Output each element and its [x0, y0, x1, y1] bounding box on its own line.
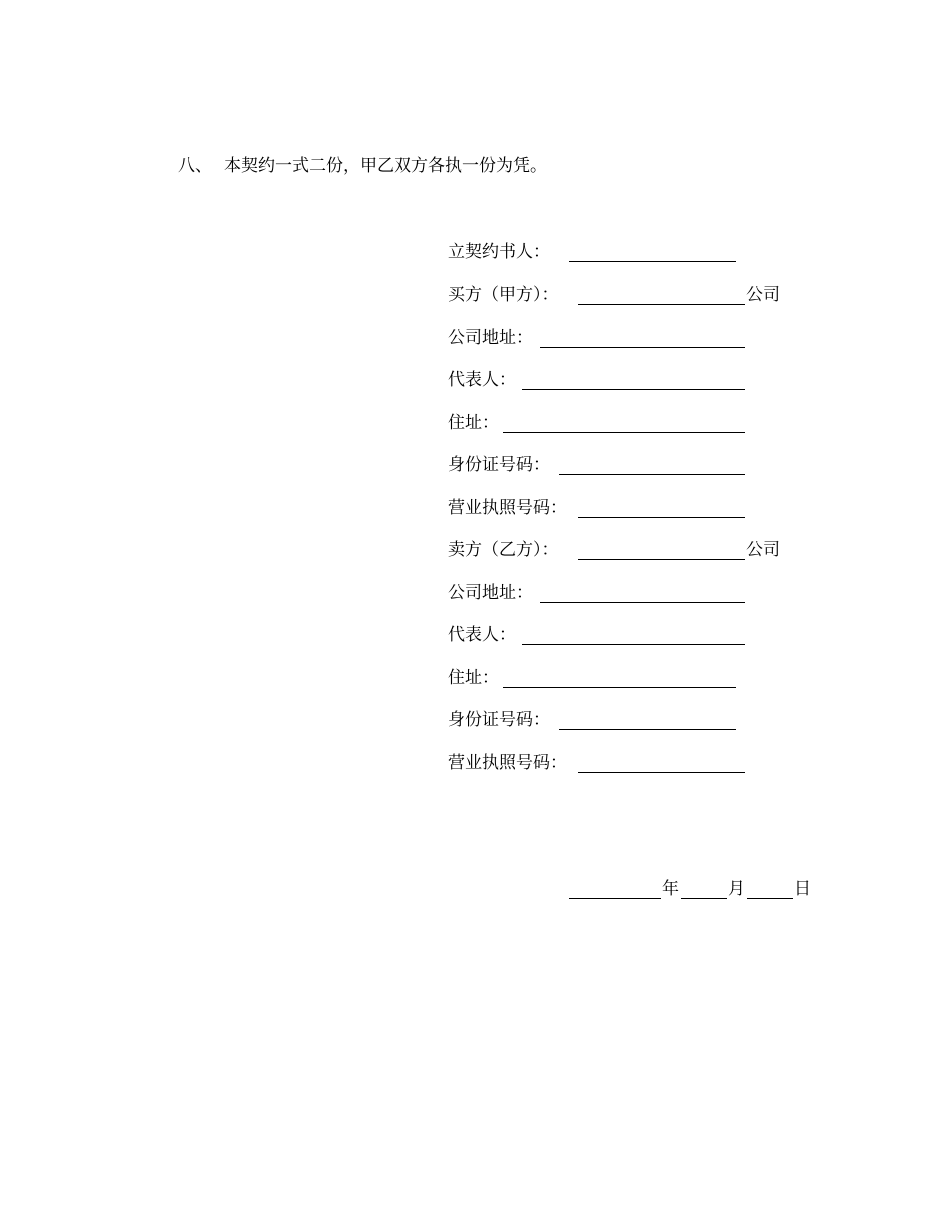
buyer-rep-blank[interactable]	[522, 389, 745, 390]
buyer-residence-blank[interactable]	[503, 432, 745, 433]
month-label: 月	[728, 879, 745, 899]
seller-residence-blank[interactable]	[503, 687, 736, 688]
signer-blank[interactable]	[569, 261, 736, 262]
seller-label: 卖方（乙方）：	[448, 540, 559, 560]
signer-label: 立契约书人：	[448, 242, 550, 262]
clause-text: 本契约一式二份，甲乙双方各执一份为凭。	[224, 156, 547, 176]
seller-license-label: 营业执照号码：	[448, 753, 567, 773]
buyer-label: 买方（甲方）：	[448, 285, 559, 305]
seller-address-blank[interactable]	[540, 602, 745, 603]
year-blank[interactable]	[569, 898, 661, 899]
month-blank[interactable]	[681, 898, 727, 899]
seller-id-label: 身份证号码：	[448, 710, 550, 730]
buyer-address-label: 公司地址：	[448, 328, 533, 348]
buyer-rep-label: 代表人：	[448, 370, 516, 390]
seller-address-label: 公司地址：	[448, 583, 533, 603]
seller-rep-label: 代表人：	[448, 625, 516, 645]
day-label: 日	[794, 879, 811, 899]
buyer-license-blank[interactable]	[578, 517, 745, 518]
seller-license-blank[interactable]	[578, 772, 745, 773]
buyer-id-label: 身份证号码：	[448, 455, 550, 475]
buyer-license-label: 营业执照号码：	[448, 498, 567, 518]
day-blank[interactable]	[747, 898, 793, 899]
seller-residence-label: 住址：	[448, 668, 499, 688]
seller-company-blank[interactable]	[578, 559, 745, 560]
buyer-address-blank[interactable]	[540, 347, 745, 348]
seller-id-blank[interactable]	[559, 729, 736, 730]
buyer-company-suffix: 公司	[746, 285, 780, 305]
clause-number: 八、	[178, 156, 212, 176]
seller-company-suffix: 公司	[746, 540, 780, 560]
buyer-company-blank[interactable]	[578, 304, 745, 305]
seller-rep-blank[interactable]	[522, 644, 745, 645]
year-label: 年	[662, 879, 679, 899]
buyer-id-blank[interactable]	[559, 474, 745, 475]
clause-eight	[178, 154, 547, 178]
buyer-residence-label: 住址：	[448, 413, 499, 433]
